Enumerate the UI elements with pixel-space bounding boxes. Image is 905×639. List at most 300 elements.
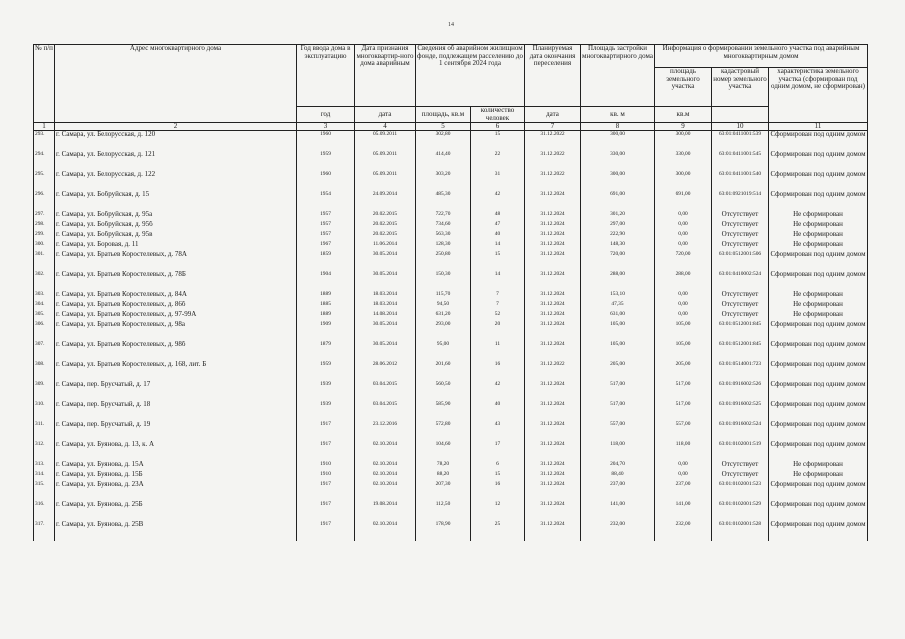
column-number: 7 <box>525 123 581 131</box>
row-address: г. Самара, ул. Братьев Коростелевых, д. 98а <box>55 321 297 341</box>
row-build-area: 517,00 <box>581 381 655 401</box>
row-people: 31 <box>471 171 525 191</box>
row-recognition-date: 02.10.2014 <box>355 521 416 541</box>
row-characteristic: Не сформирован <box>769 461 868 471</box>
row-recognition-date: 02.10.2014 <box>355 461 416 471</box>
row-people: 15 <box>471 471 525 481</box>
header-cadastral: кадастровый номер земельного участка <box>712 68 769 107</box>
row-cadastral: 63:01:0102001:519 <box>712 441 769 461</box>
row-area: 734,60 <box>416 221 471 231</box>
row-land-area: 205,00 <box>655 361 712 381</box>
row-year: 1889 <box>297 311 355 321</box>
row-number: 303. <box>34 291 55 301</box>
row-characteristic: Сформирован под одним домом <box>769 381 868 401</box>
row-address: г. Самара, ул. Братьев Коростелевых, д. 78Б <box>55 271 297 291</box>
row-planned-end: 31.12.2024 <box>525 321 581 341</box>
row-land-area: 232,00 <box>655 521 712 541</box>
table-row <box>34 151 868 171</box>
row-address: г. Самара, ул. Бобруйская, д. 15 <box>55 191 297 211</box>
row-recognition-date: 20.02.2015 <box>355 231 416 241</box>
row-characteristic: Не сформирован <box>769 471 868 481</box>
row-cadastral: 63:01:0916002:526 <box>712 381 769 401</box>
row-year: 1885 <box>297 301 355 311</box>
row-area: 560,50 <box>416 381 471 401</box>
row-address: г. Самара, ул. Братьев Коростелевых, д. 78А <box>55 251 297 271</box>
row-address: г. Самара, ул. Братьев Коростелевых, д. 97-99А <box>55 311 297 321</box>
row-recognition-date: 05.09.2011 <box>355 151 416 171</box>
row-recognition-date: 05.09.2011 <box>355 131 416 152</box>
row-land-area: 105,00 <box>655 321 712 341</box>
row-characteristic: Сформирован под одним домом <box>769 401 868 421</box>
row-cadastral: 63:01:0916002:525 <box>712 401 769 421</box>
row-planned-end: 31.12.2024 <box>525 471 581 481</box>
table-row <box>34 311 868 321</box>
row-characteristic: Сформирован под одним домом <box>769 251 868 271</box>
column-number: 9 <box>655 123 712 131</box>
row-people: 42 <box>471 191 525 211</box>
table-row <box>34 501 868 521</box>
row-people: 11 <box>471 341 525 361</box>
row-build-area: 153,10 <box>581 291 655 301</box>
row-land-area: 288,00 <box>655 271 712 291</box>
row-number: 306. <box>34 321 55 341</box>
row-characteristic: Сформирован под одним домом <box>769 131 868 152</box>
row-recognition-date: 18.03.2014 <box>355 301 416 311</box>
row-land-area: 0,00 <box>655 461 712 471</box>
row-address: г. Самара, ул. Бобруйская, д. 95а <box>55 211 297 221</box>
row-planned-end: 31.12.2024 <box>525 211 581 221</box>
column-number: 8 <box>581 123 655 131</box>
row-characteristic: Сформирован под одним домом <box>769 421 868 441</box>
row-cadastral: 63:01:0102001:523 <box>712 481 769 501</box>
row-number: 305. <box>34 311 55 321</box>
row-build-area: 330,00 <box>581 151 655 171</box>
row-cadastral: Отсутствует <box>712 461 769 471</box>
row-recognition-date: 05.09.2011 <box>355 171 416 191</box>
table-row <box>34 241 868 251</box>
row-number: 300. <box>34 241 55 251</box>
row-build-area: 300,00 <box>581 131 655 152</box>
row-area: 722,70 <box>416 211 471 221</box>
row-recognition-date: 02.10.2014 <box>355 441 416 461</box>
row-planned-end: 31.12.2024 <box>525 401 581 421</box>
row-recognition-date: 02.10.2014 <box>355 481 416 501</box>
row-land-area: 141,00 <box>655 501 712 521</box>
row-build-area: 720,00 <box>581 251 655 271</box>
row-recognition-date: 18.03.2014 <box>355 291 416 301</box>
row-cadastral: 63:01:0410002:524 <box>712 271 769 291</box>
row-build-area: 232,00 <box>581 521 655 541</box>
row-address: г. Самара, ул. Бобруйская, д. 95в <box>55 231 297 241</box>
row-number: 293. <box>34 131 55 152</box>
row-area: 293,00 <box>416 321 471 341</box>
row-people: 43 <box>471 421 525 441</box>
row-people: 7 <box>471 291 525 301</box>
row-number: 302. <box>34 271 55 291</box>
column-number: 10 <box>712 123 769 131</box>
row-land-area: 0,00 <box>655 471 712 481</box>
row-planned-end: 31.12.2024 <box>525 461 581 471</box>
row-area: 115,70 <box>416 291 471 301</box>
header-planned-end: Планируемая дата окончания переселения <box>525 45 581 107</box>
row-land-area: 0,00 <box>655 311 712 321</box>
row-build-area: 631,00 <box>581 311 655 321</box>
row-address: г. Самара, ул. Буянова, д. 23А <box>55 481 297 501</box>
table-row <box>34 271 868 291</box>
row-cadastral: Отсутствует <box>712 301 769 311</box>
table-row <box>34 131 868 152</box>
row-area: 207,30 <box>416 481 471 501</box>
column-number: 6 <box>471 123 525 131</box>
header-characteristic: характеристика земельного участка (сформирован под одним домом, не сформирован) <box>769 68 868 123</box>
emergency-housing-table <box>33 44 868 541</box>
row-year: 1910 <box>297 471 355 481</box>
row-recognition-date: 30.05.2014 <box>355 321 416 341</box>
row-people: 48 <box>471 211 525 221</box>
row-land-area: 0,00 <box>655 241 712 251</box>
row-build-area: 557,00 <box>581 421 655 441</box>
row-number: 316. <box>34 501 55 521</box>
row-people: 14 <box>471 241 525 251</box>
row-people: 15 <box>471 251 525 271</box>
table-row <box>34 221 868 231</box>
row-cadastral: 63:01:0916002:524 <box>712 421 769 441</box>
table-row <box>34 231 868 241</box>
row-characteristic: Не сформирован <box>769 241 868 251</box>
row-build-area: 148,30 <box>581 241 655 251</box>
row-planned-end: 31.12.2024 <box>525 381 581 401</box>
row-characteristic: Не сформирован <box>769 301 868 311</box>
row-land-area: 0,00 <box>655 211 712 221</box>
row-cadastral: 63:01:0921019:514 <box>712 191 769 211</box>
row-area: 250,80 <box>416 251 471 271</box>
header-land-info: Информация о формировании земельного участка под аварийным многоквартирным домом <box>655 45 868 68</box>
row-address: г. Самара, ул. Буянова, д. 15Б <box>55 471 297 481</box>
row-build-area: 205,00 <box>581 361 655 381</box>
row-characteristic: Сформирован под одним домом <box>769 341 868 361</box>
row-people: 14 <box>471 271 525 291</box>
row-planned-end: 31.12.2024 <box>525 271 581 291</box>
header-num: № п/п <box>34 45 55 123</box>
row-characteristic: Сформирован под одним домом <box>769 271 868 291</box>
row-people: 16 <box>471 481 525 501</box>
row-number: 315. <box>34 481 55 501</box>
table-row <box>34 171 868 191</box>
row-characteristic: Не сформирован <box>769 231 868 241</box>
row-number: 309. <box>34 381 55 401</box>
row-cadastral: 63:01:0102001:528 <box>712 521 769 541</box>
row-build-area: 288,00 <box>581 271 655 291</box>
row-recognition-date: 14.08.2014 <box>355 311 416 321</box>
row-recognition-date: 19.08.2014 <box>355 501 416 521</box>
row-cadastral: Отсутствует <box>712 211 769 221</box>
row-year: 1959 <box>297 151 355 171</box>
row-land-area: 0,00 <box>655 301 712 311</box>
row-land-area: 237,00 <box>655 481 712 501</box>
row-year: 1954 <box>297 191 355 211</box>
row-people: 52 <box>471 311 525 321</box>
row-address: г. Самара, ул. Белорусская, д. 121 <box>55 151 297 171</box>
row-address: г. Самара, ул. Белорусская, д. 122 <box>55 171 297 191</box>
row-planned-end: 31.12.2024 <box>525 341 581 361</box>
row-build-area: 105,00 <box>581 341 655 361</box>
row-year: 1889 <box>297 291 355 301</box>
table-row <box>34 481 868 501</box>
unit-people: количество человек <box>471 107 525 123</box>
row-year: 1957 <box>297 231 355 241</box>
row-build-area: 118,00 <box>581 441 655 461</box>
row-number: 299. <box>34 231 55 241</box>
row-year: 1904 <box>297 271 355 291</box>
row-recognition-date: 03.04.2015 <box>355 381 416 401</box>
row-planned-end: 31.12.2024 <box>525 251 581 271</box>
row-cadastral: Отсутствует <box>712 471 769 481</box>
row-cadastral: 63:01:0512001:845 <box>712 341 769 361</box>
row-people: 7 <box>471 301 525 311</box>
row-recognition-date: 30.05.2014 <box>355 251 416 271</box>
row-number: 312. <box>34 441 55 461</box>
row-number: 308. <box>34 361 55 381</box>
row-year: 1917 <box>297 521 355 541</box>
row-area: 563,30 <box>416 231 471 241</box>
row-characteristic: Сформирован под одним домом <box>769 521 868 541</box>
row-recognition-date: 02.10.2014 <box>355 471 416 481</box>
row-year: 1939 <box>297 401 355 421</box>
header-year: Год ввода дома в эксплуатацию <box>297 45 355 107</box>
row-area: 572,80 <box>416 421 471 441</box>
row-number: 304. <box>34 301 55 311</box>
row-address: г. Самара, ул. Братьев Коростелевых, д. 84А <box>55 291 297 301</box>
row-area: 95,00 <box>416 341 471 361</box>
row-land-area: 0,00 <box>655 221 712 231</box>
unit-area: площадь, кв.м <box>416 107 471 123</box>
row-recognition-date: 30.05.2014 <box>355 271 416 291</box>
row-land-area: 720,00 <box>655 251 712 271</box>
row-area: 585,90 <box>416 401 471 421</box>
row-area: 88,20 <box>416 471 471 481</box>
row-build-area: 691,00 <box>581 191 655 211</box>
row-area: 631,20 <box>416 311 471 321</box>
row-number: 296. <box>34 191 55 211</box>
row-characteristic: Сформирован под одним домом <box>769 501 868 521</box>
row-characteristic: Не сформирован <box>769 311 868 321</box>
row-people: 40 <box>471 401 525 421</box>
row-land-area: 517,00 <box>655 381 712 401</box>
row-year: 1917 <box>297 421 355 441</box>
row-characteristic: Сформирован под одним домом <box>769 171 868 191</box>
row-address: г. Самара, ул. Братьев Коростелевых, д. 98б <box>55 341 297 361</box>
row-address: г. Самара, ул. Боровая, д. 11 <box>55 241 297 251</box>
row-cadastral: 63:01:0514001:723 <box>712 361 769 381</box>
row-planned-end: 31.12.2024 <box>525 501 581 521</box>
column-number: 1 <box>34 123 55 131</box>
unit-date-plan: дата <box>525 107 581 123</box>
table-row <box>34 341 868 361</box>
row-planned-end: 31.12.2024 <box>525 241 581 251</box>
row-characteristic: Сформирован под одним домом <box>769 481 868 501</box>
row-cadastral: Отсутствует <box>712 231 769 241</box>
row-cadastral: 63:01:0102001:529 <box>712 501 769 521</box>
row-cadastral: 63:01:0512001:506 <box>712 251 769 271</box>
row-area: 485,30 <box>416 191 471 211</box>
row-address: г. Самара, ул. Буянова, д. 25Б <box>55 501 297 521</box>
row-build-area: 237,00 <box>581 481 655 501</box>
row-area: 150,30 <box>416 271 471 291</box>
row-area: 78,20 <box>416 461 471 471</box>
row-recognition-date: 20.02.2015 <box>355 221 416 231</box>
row-planned-end: 31.12.2024 <box>525 221 581 231</box>
table-row <box>34 401 868 421</box>
table-row <box>34 521 868 541</box>
row-people: 42 <box>471 381 525 401</box>
header-land-area: площадь земельного участка <box>655 68 712 107</box>
row-cadastral: Отсутствует <box>712 291 769 301</box>
row-year: 1879 <box>297 341 355 361</box>
row-address: г. Самара, ул. Братьев Коростелевых, д. 86б <box>55 301 297 311</box>
row-area: 414,40 <box>416 151 471 171</box>
row-build-area: 204,70 <box>581 461 655 471</box>
row-land-area: 300,00 <box>655 131 712 152</box>
row-planned-end: 31.12.2024 <box>525 481 581 501</box>
row-address: г. Самара, ул. Буянова, д. 25В <box>55 521 297 541</box>
row-year: 1960 <box>297 131 355 152</box>
row-address: г. Самара, ул. Белорусская, д. 120 <box>55 131 297 152</box>
row-cadastral: 63:01:0411001:545 <box>712 151 769 171</box>
row-year: 1859 <box>297 251 355 271</box>
column-number: 4 <box>355 123 416 131</box>
row-recognition-date: 28.06.2012 <box>355 361 416 381</box>
row-number: 314. <box>34 471 55 481</box>
row-recognition-date: 23.12.2016 <box>355 421 416 441</box>
row-number: 313. <box>34 461 55 471</box>
row-planned-end: 31.12.2024 <box>525 231 581 241</box>
row-number: 295. <box>34 171 55 191</box>
header-emergency-info: Сведения об аварийном жилищном фонде, подлежащем расселению до 1 сентября 2024 года <box>416 45 525 107</box>
row-number: 310. <box>34 401 55 421</box>
row-build-area: 297,00 <box>581 221 655 231</box>
row-address: г. Самара, пер. Брусчатый, д. 18 <box>55 401 297 421</box>
row-address: г. Самара, ул. Буянова, д. 15А <box>55 461 297 471</box>
table-row <box>34 421 868 441</box>
row-build-area: 517,00 <box>581 401 655 421</box>
row-cadastral: 63:01:0512001:845 <box>712 321 769 341</box>
header-address: Адрес многоквартирного дома <box>55 45 297 123</box>
row-planned-end: 31.12.2022 <box>525 171 581 191</box>
table-body <box>34 131 868 542</box>
row-number: 311. <box>34 421 55 441</box>
row-people: 47 <box>471 221 525 231</box>
row-land-area: 330,00 <box>655 151 712 171</box>
table-header <box>34 45 868 131</box>
row-year: 1957 <box>297 211 355 221</box>
row-cadastral: Отсутствует <box>712 241 769 251</box>
table-row <box>34 291 868 301</box>
row-area: 201,60 <box>416 361 471 381</box>
row-cadastral: Отсутствует <box>712 311 769 321</box>
unit-date: дата <box>355 107 416 123</box>
row-people: 22 <box>471 151 525 171</box>
row-area: 178,90 <box>416 521 471 541</box>
header-recognition-date: Дата признания многоквартир-ного дома аварийным <box>355 45 416 107</box>
table-row <box>34 251 868 271</box>
row-year: 1910 <box>297 461 355 471</box>
row-characteristic: Не сформирован <box>769 291 868 301</box>
row-planned-end: 31.12.2022 <box>525 151 581 171</box>
row-build-area: 141,00 <box>581 501 655 521</box>
row-year: 1959 <box>297 361 355 381</box>
unit-empty <box>712 107 769 123</box>
row-year: 1909 <box>297 321 355 341</box>
row-people: 6 <box>471 461 525 471</box>
row-area: 128,30 <box>416 241 471 251</box>
row-characteristic: Сформирован под одним домом <box>769 191 868 211</box>
table-row <box>34 461 868 471</box>
table-row <box>34 211 868 221</box>
row-area: 303,20 <box>416 171 471 191</box>
row-address: г. Самара, ул. Буянова, д. 13, к. А <box>55 441 297 461</box>
row-recognition-date: 03.04.2015 <box>355 401 416 421</box>
row-people: 40 <box>471 231 525 241</box>
row-planned-end: 31.12.2024 <box>525 521 581 541</box>
row-land-area: 105,00 <box>655 341 712 361</box>
row-people: 16 <box>471 361 525 381</box>
row-planned-end: 31.12.2024 <box>525 421 581 441</box>
row-planned-end: 31.12.2022 <box>525 131 581 152</box>
row-number: 301. <box>34 251 55 271</box>
row-recognition-date: 24.09.2014 <box>355 191 416 211</box>
row-number: 294. <box>34 151 55 171</box>
row-address: г. Самара, пер. Брусчатый, д. 17 <box>55 381 297 401</box>
row-year: 1917 <box>297 441 355 461</box>
row-characteristic: Сформирован под одним домом <box>769 321 868 341</box>
row-year: 1960 <box>297 171 355 191</box>
column-number: 5 <box>416 123 471 131</box>
unit-sqm-land: кв.м <box>655 107 712 123</box>
row-land-area: 0,00 <box>655 291 712 301</box>
row-number: 297. <box>34 211 55 221</box>
unit-sqm: кв. м <box>581 107 655 123</box>
row-recognition-date: 20.02.2015 <box>355 211 416 221</box>
row-planned-end: 31.12.2024 <box>525 311 581 321</box>
row-year: 1957 <box>297 221 355 231</box>
column-number: 2 <box>55 123 297 131</box>
row-people: 17 <box>471 441 525 461</box>
unit-year: год <box>297 107 355 123</box>
row-number: 298. <box>34 221 55 231</box>
table-row <box>34 441 868 461</box>
row-land-area: 118,00 <box>655 441 712 461</box>
row-address: г. Самара, ул. Бобруйская, д. 95б <box>55 221 297 231</box>
row-build-area: 222,90 <box>581 231 655 241</box>
row-recognition-date: 11.06.2014 <box>355 241 416 251</box>
row-land-area: 300,00 <box>655 171 712 191</box>
row-characteristic: Не сформирован <box>769 211 868 221</box>
row-number: 307. <box>34 341 55 361</box>
row-cadastral: 63:01:0411001:540 <box>712 171 769 191</box>
row-recognition-date: 30.05.2014 <box>355 341 416 361</box>
row-planned-end: 31.12.2022 <box>525 361 581 381</box>
row-land-area: 691,00 <box>655 191 712 211</box>
table-row <box>34 301 868 311</box>
row-planned-end: 31.12.2024 <box>525 441 581 461</box>
row-land-area: 517,00 <box>655 401 712 421</box>
row-planned-end: 31.12.2024 <box>525 291 581 301</box>
page-number: 14 <box>448 22 454 28</box>
header-build-area: Площадь застройки многоквартирного дома <box>581 45 655 107</box>
row-build-area: 88,40 <box>581 471 655 481</box>
column-number: 11 <box>769 123 868 131</box>
row-build-area: 105,00 <box>581 321 655 341</box>
